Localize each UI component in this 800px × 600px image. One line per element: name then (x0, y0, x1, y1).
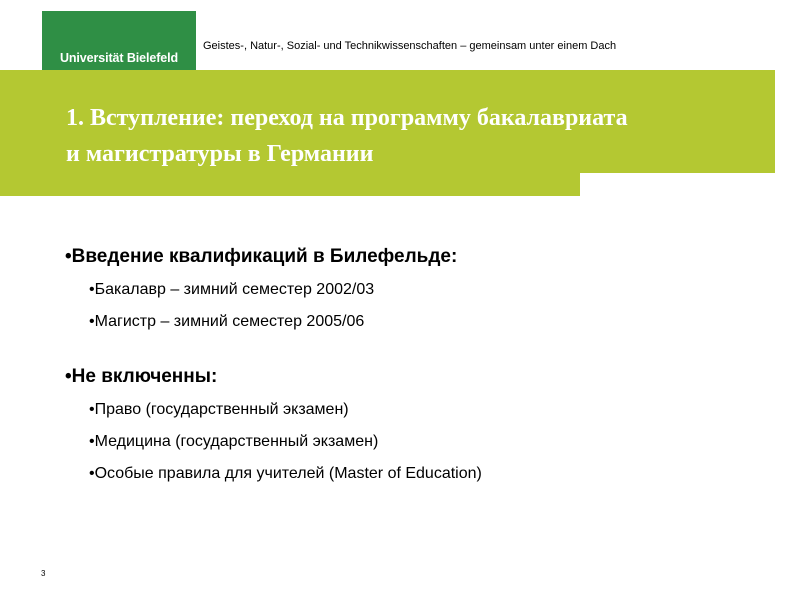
slide-title-line-1: 1. Вступление: переход на программу бакалавриата (66, 105, 628, 131)
section-gap (65, 338, 765, 360)
page-number: 3 (41, 569, 46, 578)
logo-name: Universität Bielefeld (59, 51, 179, 65)
bullet-list (65, 240, 765, 490)
section-heading: •Не включенны: (65, 366, 218, 387)
list-item: •Право (государственный экзамен) (89, 401, 349, 418)
section-heading: •Введение квалификаций в Билефельде: (65, 246, 458, 267)
slide-title (66, 100, 766, 172)
list-item: •Особые правила для учителей (Master of Education) (89, 465, 482, 482)
title-band-tail (0, 173, 580, 196)
list-item: •Бакалавр – зимний семестер 2002/03 (89, 281, 375, 298)
list-item: •Медицина (государственный экзамен) (89, 433, 379, 450)
list-item: •Магистр – зимний семестер 2005/06 (89, 313, 365, 330)
slide-title-line-2: и магистратуры в Германии (66, 141, 374, 167)
logo-emblem-icon (42, 11, 196, 51)
university-logo (42, 11, 196, 70)
tagline: Geistes-, Natur-, Sozial- und Technikwissenschaften – gemeinsam unter einem Dach (203, 40, 617, 52)
